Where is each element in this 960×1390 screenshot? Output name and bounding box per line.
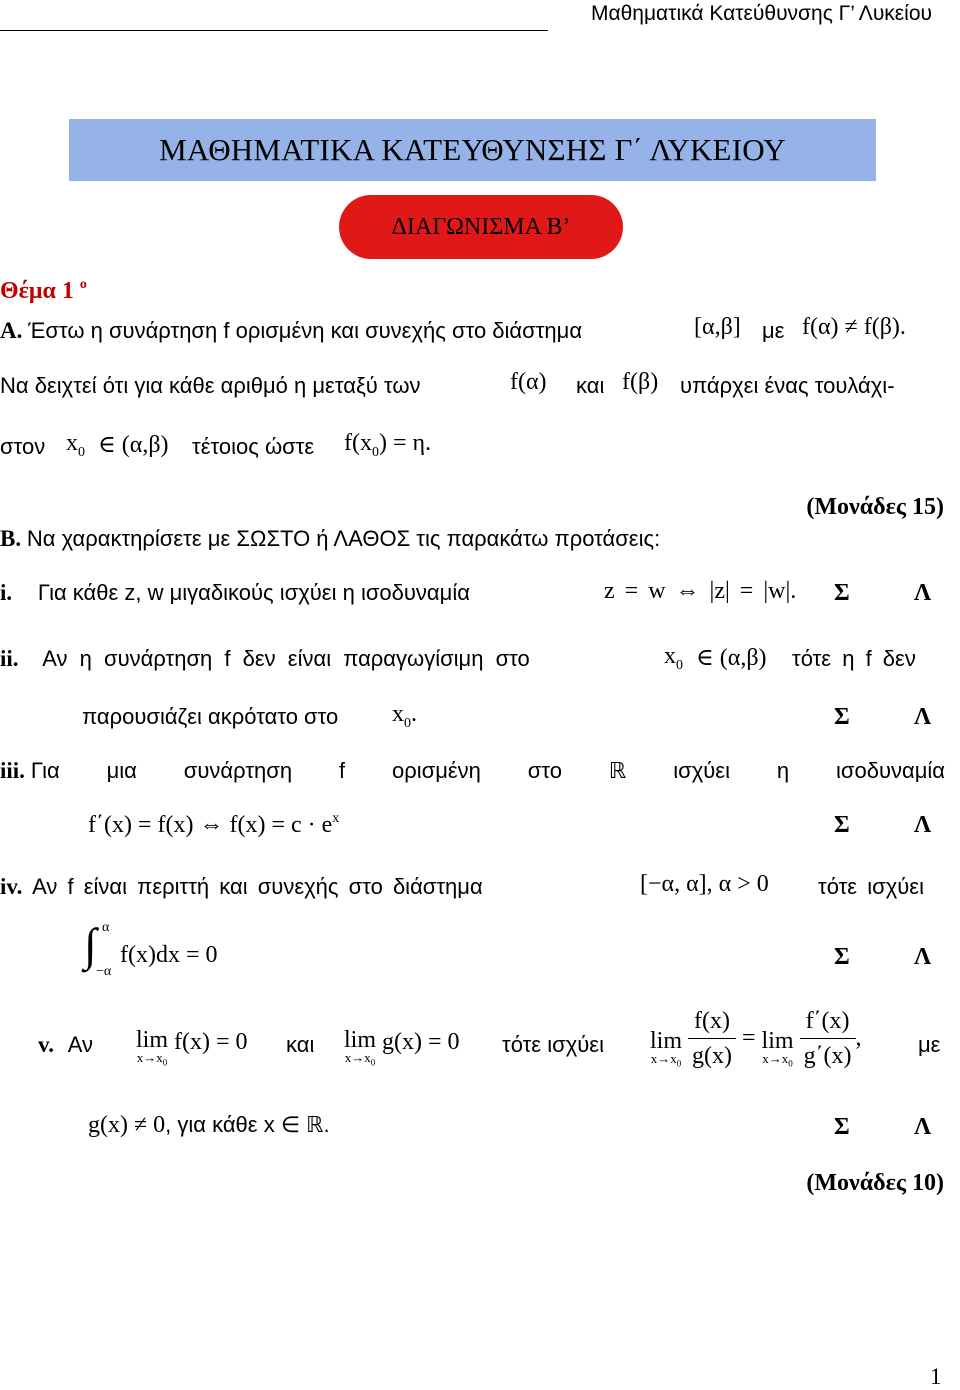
partA-x0: $x_0$ [66, 430, 85, 460]
item-i-text: Για κάθε z, w μιγαδικούς ισχύει η ισοδυναμία [37, 580, 470, 605]
topic-sup: ο [79, 277, 87, 292]
partA-kai: και [576, 373, 605, 398]
item-v-lim-g: lim $x\to x_0$ g(x) = 0 [344, 1027, 460, 1068]
header-rule [0, 30, 548, 31]
partB-label: Β. [0, 526, 22, 551]
item-v-me: με [918, 1032, 941, 1057]
item-iii-text: Για μια συνάρτηση f ορισμένη στο ℝ ισχύει η ισοδυναμία [30, 758, 945, 783]
topic-heading [0, 278, 87, 305]
partA-line1-text: Έστω η συνάρτηση f ορισμένη και συνεχής στο διάστημα [28, 318, 583, 343]
partA-line2-text: Να δειχτεί ότι για κάθε αριθμό η μεταξύ των [0, 373, 421, 398]
topic-label: Θέμα 1 [0, 278, 74, 304]
partA-line2-end: υπάρχει ένας τουλάχι- [680, 373, 895, 398]
page-number: 1 [930, 1364, 942, 1389]
title-banner [69, 119, 876, 181]
item-v-tote: τότε ισχύει [502, 1032, 604, 1057]
item-v-false[interactable]: Λ [914, 1114, 932, 1140]
item-ii [0, 646, 530, 672]
item-v-lhopital: lim $x\to x_0$ $\frac{f(x)}{g(x)}$ = lim $x\to x_0$ $\frac{f΄(x)}{g΄(x)}$ , [650, 1004, 862, 1084]
item-iii-num: iii. [0, 758, 25, 783]
item-iv-true[interactable]: Σ [834, 944, 850, 970]
item-iii [0, 758, 945, 784]
item-ii-text2: τότε η f δεν [792, 646, 916, 671]
item-ii-num: ii. [0, 646, 19, 671]
partA-fa: f(α) [510, 369, 547, 395]
item-i-true[interactable]: Σ [834, 580, 850, 606]
item-v-line2: g(x) ≠ 0, για κάθε x ∈ ℝ. [88, 1112, 330, 1138]
test-label: ΔΙΑΓΩΝΙΣΜΑ Β’ [391, 213, 571, 240]
item-iv-math: [−α, α], α > 0 [640, 871, 769, 897]
running-header: Μαθηματικά Κατεύθυνσης Γ’ Λυκείου [590, 2, 932, 25]
partA-in-interval: ∈ (α,β) [98, 432, 169, 458]
item-v [38, 1032, 93, 1058]
item-iv-text2: τότε ισχύει [818, 874, 924, 899]
partB-marks: (Μονάδες 10) [806, 1170, 944, 1196]
banner-title: ΜΑΘΗΜΑΤΙΚΑ ΚΑΤΕΥΘΥΝΣΗΣ Γ΄ ΛΥΚΕΙΟΥ [159, 132, 786, 167]
item-ii-x0-end: $x_0$. [392, 701, 417, 731]
test-label-pill [339, 195, 623, 259]
partA-line1 [0, 318, 582, 344]
item-v-lim-f: lim $x\to x_0$ f(x) = 0 [136, 1027, 248, 1068]
item-iii-true[interactable]: Σ [834, 812, 850, 838]
partA-line3-mid: τέτοιος ώστε [192, 434, 315, 459]
partA-condition: f(α) ≠ f(β). [802, 314, 906, 340]
partB-intro [0, 526, 660, 552]
item-ii-x0: $x_0$ [664, 643, 683, 673]
item-v-text: Αν [67, 1032, 94, 1057]
item-iv-text: Αν f είναι περιττή και συνεχής στο διάστημα [32, 874, 483, 899]
partB-intro-text: Να χαρακτηρίσετε με ΣΩΣΤΟ ή ΛΑΘΟΣ τις παρακάτω προτάσεις: [26, 526, 661, 551]
item-i-math: z = w ⇔ |z| = |w|. [604, 578, 797, 604]
item-ii-true[interactable]: Σ [834, 704, 850, 730]
partA-line3-start: στον [0, 434, 46, 459]
item-v-num: v. [38, 1032, 54, 1057]
partA-fb: f(β) [622, 369, 659, 395]
item-iii-math: f΄(x) = f(x) ⇔ $f(x) = c \cdot e^x$ [88, 811, 340, 838]
item-i-num: i. [0, 580, 13, 605]
item-ii-line2: παρουσιάζει ακρότατο στο [82, 704, 339, 729]
item-iii-false[interactable]: Λ [914, 812, 932, 838]
item-ii-math: ∈ (α,β) [696, 645, 767, 671]
partA-equation: $f(x_0) = \eta$. [344, 430, 432, 460]
item-v-true[interactable]: Σ [834, 1114, 850, 1140]
item-iv [0, 874, 483, 900]
item-iv-integral: f(x)dx = 0 [120, 942, 218, 968]
item-iv-false[interactable]: Λ [914, 944, 932, 970]
item-v-kai: και [286, 1032, 315, 1057]
item-ii-text: Αν η συνάρτηση f δεν είναι παραγωγίσιμη στο [42, 646, 530, 671]
partA-interval: [α,β] [694, 314, 741, 340]
partA-me: με [762, 318, 785, 343]
item-i [0, 580, 470, 606]
partA-label: Α. [0, 318, 23, 343]
item-iv-num: iv. [0, 874, 23, 899]
partA-marks: (Μονάδες 15) [806, 494, 944, 520]
item-ii-false[interactable]: Λ [914, 704, 932, 730]
integral-sign: ∫ α −α [84, 919, 112, 979]
item-i-false[interactable]: Λ [914, 580, 932, 606]
